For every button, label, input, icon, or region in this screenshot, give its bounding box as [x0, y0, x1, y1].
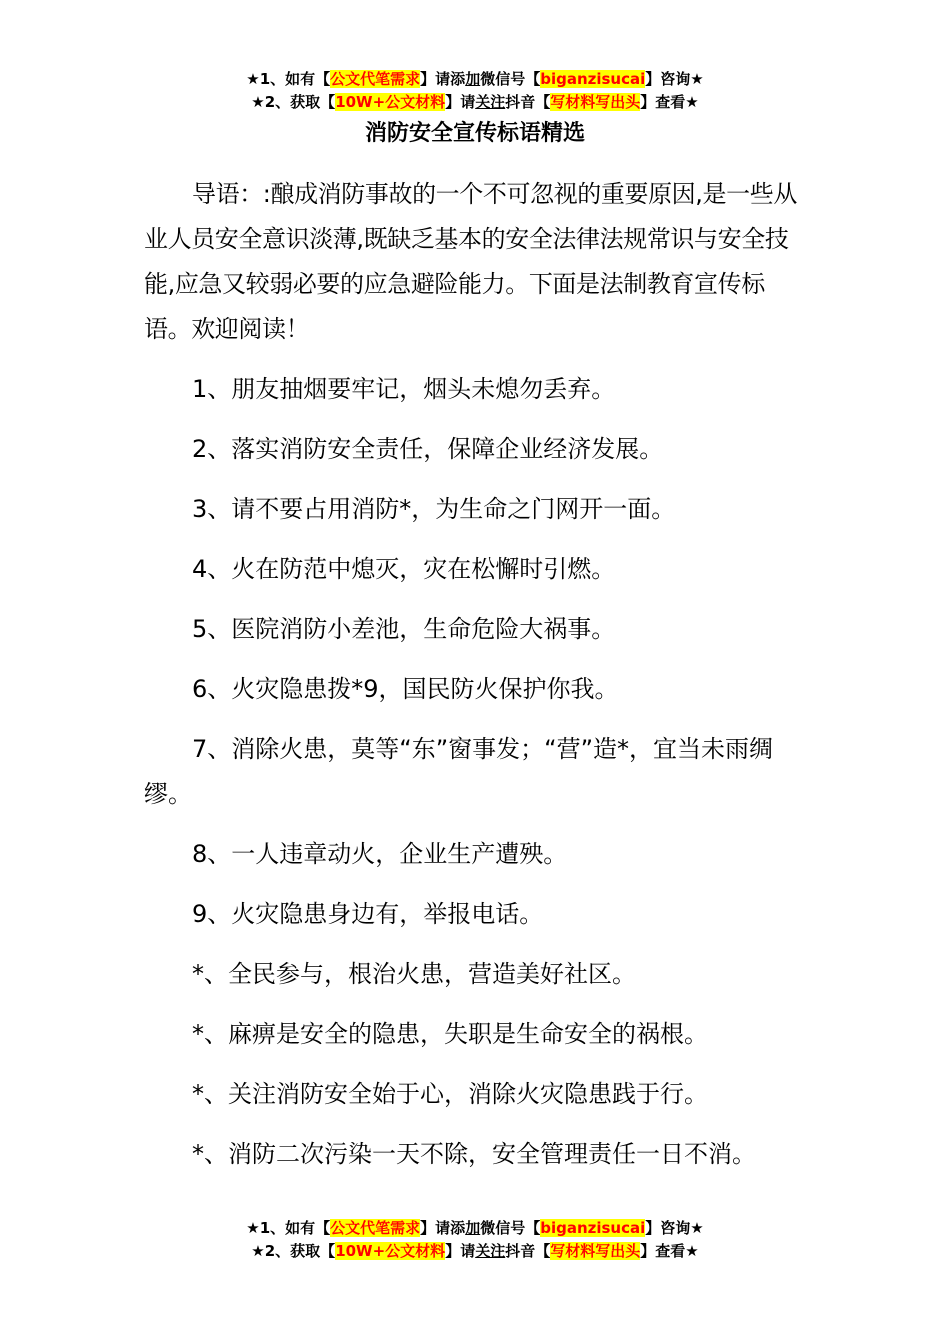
slogan-item: 8、一人违章动火，企业生产遭殃。: [192, 840, 568, 868]
footer-banner: [0, 1217, 950, 1263]
intro-paragraph: 导语：:酿成消防事故的一个不可忽视的重要原因,是一些从业人员安全意识淡薄,既缺乏基本的安全法律法规常识与安全技能,应急又较弱必要的应急避险能力。下面是法制教育宣传标语。欢迎阅读！: [144, 180, 797, 343]
header-line-1-suffix: 】咨询★: [645, 70, 704, 88]
header-line-2-text: 】请: [445, 93, 476, 111]
slogan-item: 7、消除火患，莫等“东”窗事发；“营”造*，宜当未雨绸缪。: [144, 735, 774, 808]
header-line-2-douyin-label: 抖音【: [505, 93, 551, 111]
footer-line-2-prefix: ★2、获取【: [251, 1242, 336, 1260]
footer-line-2: [0, 1240, 950, 1263]
header-highlight-writing-service: 公文代笔需求: [330, 70, 421, 88]
header-highlight-wechat-id: biganzisucai: [540, 70, 646, 88]
slogan-item: 3、请不要占用消防*，为生命之门网开一面。: [192, 495, 676, 523]
slogan-item: *、全民参与，根治火患，营造美好社区。: [192, 960, 636, 988]
footer-highlight-writing-service: 公文代笔需求: [330, 1219, 421, 1237]
slogan-item: *、消防二次污染一天不除，安全管理责任一日不消。: [192, 1140, 756, 1168]
header-line-1-text: 】请添: [420, 70, 466, 88]
footer-line-1-text: 】请添: [420, 1219, 466, 1237]
document-title: 消防安全宣传标语精选: [364, 121, 585, 146]
header-line-1: [0, 68, 950, 91]
slogan-item: 5、医院消防小差池，生命危险大祸事。: [192, 615, 616, 643]
slogan-item: 4、火在防范中熄灭，灾在松懈时引燃。: [192, 555, 616, 583]
slogan-item: 1、朋友抽烟要牢记，烟头未熄勿丢弃。: [192, 375, 616, 403]
slogan-item: 2、落实消防安全责任，保障企业经济发展。: [192, 435, 664, 463]
footer-line-1-underlined: 加: [465, 1219, 481, 1237]
header-line-1-prefix: ★1、如有【: [246, 70, 331, 88]
header-line-1-underlined: 加: [465, 70, 481, 88]
footer-line-1-suffix: 】咨询★: [645, 1219, 704, 1237]
footer-line-1-wechat-label: 微信号【: [480, 1219, 541, 1237]
footer-line-2-underlined: 关注: [475, 1242, 506, 1260]
footer-line-2-suffix: 】查看★: [640, 1242, 699, 1260]
footer-line-2-text: 】请: [445, 1242, 476, 1260]
slogan-list: [144, 367, 806, 1177]
slogan-item: *、关注消防安全始于心，消除火灾隐患践于行。: [192, 1080, 708, 1108]
header-line-2: [0, 91, 950, 114]
header-line-2-prefix: ★2、获取【: [251, 93, 336, 111]
footer-line-1: [0, 1217, 950, 1240]
header-line-2-underlined: 关注: [475, 93, 506, 111]
header-line-1-wechat-label: 微信号【: [480, 70, 541, 88]
header-highlight-douyin-account: 写材料写出头: [550, 93, 641, 111]
header-banner: [0, 68, 950, 114]
slogan-item: 6、火灾隐患拨*9，国民防火保护你我。: [192, 675, 619, 703]
footer-line-2-douyin-label: 抖音【: [505, 1242, 551, 1260]
footer-highlight-materials: 10W+公文材料: [335, 1242, 446, 1260]
header-highlight-materials: 10W+公文材料: [335, 93, 446, 111]
slogan-item: *、麻痹是安全的隐患，失职是生命安全的祸根。: [192, 1020, 708, 1048]
slogan-item: 9、火灾隐患身边有，举报电话。: [192, 900, 544, 928]
document-body: [144, 172, 806, 1192]
footer-highlight-douyin-account: 写材料写出头: [550, 1242, 641, 1260]
footer-highlight-wechat-id: biganzisucai: [540, 1219, 646, 1237]
footer-line-1-prefix: ★1、如有【: [246, 1219, 331, 1237]
header-line-2-suffix: 】查看★: [640, 93, 699, 111]
